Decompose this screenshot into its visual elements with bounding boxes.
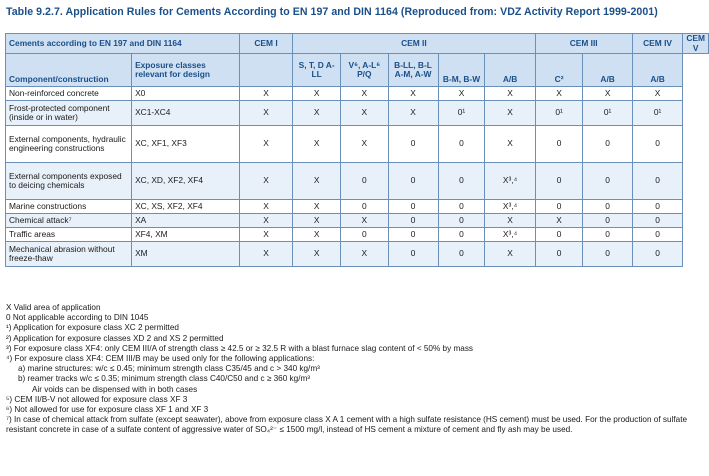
value-cell: 0 [535,200,583,214]
exposure-header: Exposure classes relevant for design [132,54,240,87]
value-cell: 0 [583,126,632,163]
footnotes [6,303,706,436]
exposure-cell: XM [132,242,240,267]
value-cell: X [583,87,632,101]
value-cell: X [341,101,388,126]
value-cell: X [239,87,292,101]
value-cell: 0 [583,163,632,200]
note-4c: Air voids can be dispensed with in both cases [32,384,198,394]
component-cell: Non-reinforced concrete [6,87,132,101]
component-cell: Mechanical abrasion without freeze-thaw [6,242,132,267]
value-cell: X [535,87,583,101]
value-cell: X [341,242,388,267]
table-row [6,200,709,214]
exposure-cell: XC, XS, XF2, XF4 [132,200,240,214]
exposure-cell: XA [132,214,240,228]
table-row [6,228,709,242]
value-cell: 0 [388,200,438,214]
value-cell: X [239,214,292,228]
note-7: ⁷) In case of chemical attack from sulfate (except seawater), above from exposure class X A 1 cement with a high sulfate resistance (HS cement) must be used. For the production of sulfate resistant concrete in case of a sulfate content of aggressive water of SO₄²⁻ ≤ 1500 mg/l, instead of HS cement a mixture of cement and fly ash may be used. [6,415,688,435]
note-4b: b) reamer tracks w/c ≤ 0.35; minimum strength class C40/C50 and c ≥ 360 kg/m³ [18,374,311,384]
col-header: B-M, B-W [438,54,485,87]
value-cell: X³,⁴ [485,200,535,214]
value-cell: 0 [535,163,583,200]
value-cell: 0 [388,242,438,267]
value-cell: X [485,214,535,228]
value-cell: X [632,87,683,101]
value-cell: 0 [438,126,485,163]
cem1-sub-header [239,54,292,87]
table-row [6,214,709,228]
col-header: A/B [583,54,632,87]
value-cell: X [341,87,388,101]
value-cell: 0¹ [535,101,583,126]
component-cell: External components exposed to deicing chemicals [6,163,132,200]
value-cell: X [485,126,535,163]
value-cell: 0 [535,126,583,163]
value-cell: 0 [632,228,683,242]
value-cell: 0 [632,163,683,200]
note-5: ⁵) CEM II/B-V not allowed for exposure class XF 3 [6,394,188,404]
cements-group-header: Cements according to EN 197 and DIN 1164 [6,34,240,54]
value-cell: 0¹ [438,101,485,126]
note-x: X Valid area of application [6,303,101,312]
table-row [6,126,709,163]
component-cell: External components, hydraulic engineering constructions [6,126,132,163]
value-cell: X [293,200,341,214]
exposure-cell: XC, XF1, XF3 [132,126,240,163]
col-header: C² [535,54,583,87]
note-2: ²) Application for exposure classes XD 2 and XS 2 permitted [6,333,224,343]
value-cell: X [239,163,292,200]
header-sub-row [6,54,709,87]
value-cell: 0 [632,126,683,163]
value-cell: 0 [583,228,632,242]
value-cell: X [293,126,341,163]
value-cell: 0 [583,242,632,267]
cement-application-table [5,33,709,267]
value-cell: 0 [632,200,683,214]
value-cell: 0 [388,126,438,163]
col-header: A/B [632,54,683,87]
value-cell: 0 [438,163,485,200]
value-cell: 0 [341,228,388,242]
value-cell: X [293,242,341,267]
cem5-header: CEM V [683,34,709,54]
value-cell: 0 [341,200,388,214]
value-cell: 0 [438,228,485,242]
cem1-header: CEM I [239,34,292,54]
component-cell: Chemical attack⁷ [6,214,132,228]
value-cell: X [388,87,438,101]
value-cell: X [239,228,292,242]
value-cell: X [438,87,485,101]
note-4a: a) marine structures: w/c ≤ 0.45; minimum strength class C35/45 and c > 340 kg/m³ [18,364,320,374]
table-title: Table 9.2.7. Application Rules for Cements According to EN 197 and DIN 1164 (Reproduced from: VDZ Activity Report 1999-2001) [6,6,658,18]
value-cell: X [341,214,388,228]
cem4-header: CEM IV [632,34,683,54]
col-header: A/B [485,54,535,87]
value-cell: 0 [438,242,485,267]
table-body [6,87,709,267]
note-0: 0 Not applicable according to DIN 1045 [6,313,149,323]
table-row [6,87,709,101]
col-header: B-LL, B-L A-M, A-W [388,54,438,87]
value-cell: X³,⁴ [485,228,535,242]
value-cell: X [239,101,292,126]
value-cell: 0 [632,242,683,267]
value-cell: 0 [535,242,583,267]
exposure-cell: XC1-XC4 [132,101,240,126]
cem3-header: CEM III [535,34,632,54]
note-3: ³) For exposure class XF4: only CEM III/A of strength class ≥ 42.5 or ≥ 32.5 R with a blast furnace slag content of < 50% by mass [6,343,474,353]
value-cell: X [485,242,535,267]
exposure-cell: XF4, XM [132,228,240,242]
value-cell: 0 [388,214,438,228]
table-row [6,101,709,126]
exposure-cell: X0 [132,87,240,101]
value-cell: 0 [438,214,485,228]
note-6: ⁶) Not allowed for use for exposure class XF 1 and XF 3 [6,405,209,415]
col-header: V⁶, A-L⁶ P/Q [341,54,388,87]
value-cell: X [485,101,535,126]
exposure-cell: XC, XD, XF2, XF4 [132,163,240,200]
note-1: ¹) Application for exposure class XC 2 permitted [6,323,179,333]
value-cell: X [239,126,292,163]
value-cell: X³,⁴ [485,163,535,200]
value-cell: X [293,214,341,228]
component-header: Component/construction [6,54,132,87]
value-cell: X [239,200,292,214]
component-cell: Frost-protected component (inside or in water) [6,101,132,126]
value-cell: X [535,214,583,228]
value-cell: X [293,101,341,126]
value-cell: 0 [438,200,485,214]
value-cell: 0¹ [583,101,632,126]
value-cell: X [293,163,341,200]
col-header: S, T, D A-LL [293,54,341,87]
value-cell: X [239,242,292,267]
value-cell: X [388,101,438,126]
header-group-row [6,34,709,54]
value-cell: 0 [632,214,683,228]
value-cell: 0 [341,163,388,200]
value-cell: X [341,126,388,163]
value-cell: X [293,87,341,101]
note-4: ⁴) For exposure class XF4: CEM III/B may be used only for the following applications: [6,354,315,364]
component-cell: Marine constructions [6,200,132,214]
table-row [6,242,709,267]
value-cell: X [293,228,341,242]
table-row [6,163,709,200]
value-cell: 0 [583,200,632,214]
value-cell: 0 [388,163,438,200]
value-cell: 0 [388,228,438,242]
value-cell: X [485,87,535,101]
value-cell: 0 [583,214,632,228]
component-cell: Traffic areas [6,228,132,242]
value-cell: 0¹ [632,101,683,126]
value-cell: 0 [535,228,583,242]
cem2-header: CEM II [293,34,536,54]
